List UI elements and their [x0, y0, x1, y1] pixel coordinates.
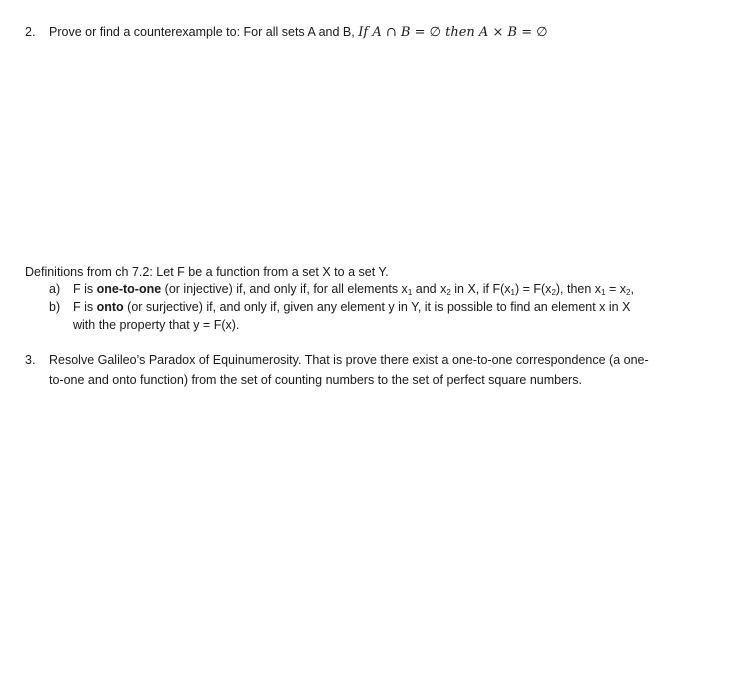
- question-2-math: If A ∩ B = ∅ then A × B = ∅: [358, 25, 548, 40]
- question-2-prompt: Prove or find a counterexample to: For all sets A and B,: [49, 25, 355, 39]
- question-3-line-2: to-one and onto function) from the set of counting numbers to the set of perfect square numbers.: [49, 373, 582, 387]
- question-3-number: 3.: [25, 353, 36, 367]
- question-2-text: [49, 24, 548, 41]
- definition-a-label: a): [49, 282, 61, 296]
- definition-a-text: F is one-to-one (or injective) if, and only if, for all elements $x_1$ and $x_2$ in X, if $F(x_1) = F(x_2)$, then $x_1 = x_2$,: [73, 282, 634, 297]
- definition-b-text: F is onto (or surjective) if, and only if, given any element y in Y, it is possible to find an element x in X: [73, 300, 631, 314]
- definition-b-continuation: with the property that y = F(x).: [73, 318, 240, 332]
- definitions-intro: Definitions from ch 7.2: Let F be a function from a set X to a set Y.: [25, 265, 389, 279]
- question-3-line-1: Resolve Galileo’s Paradox of Equinumerosity. That is prove there exist a one-to-one correspondence (a one-: [49, 353, 649, 367]
- definition-b-label: b): [49, 300, 61, 314]
- term-one-to-one: one-to-one: [96, 282, 162, 296]
- question-2-number: 2.: [25, 25, 36, 39]
- term-onto: onto: [96, 300, 124, 314]
